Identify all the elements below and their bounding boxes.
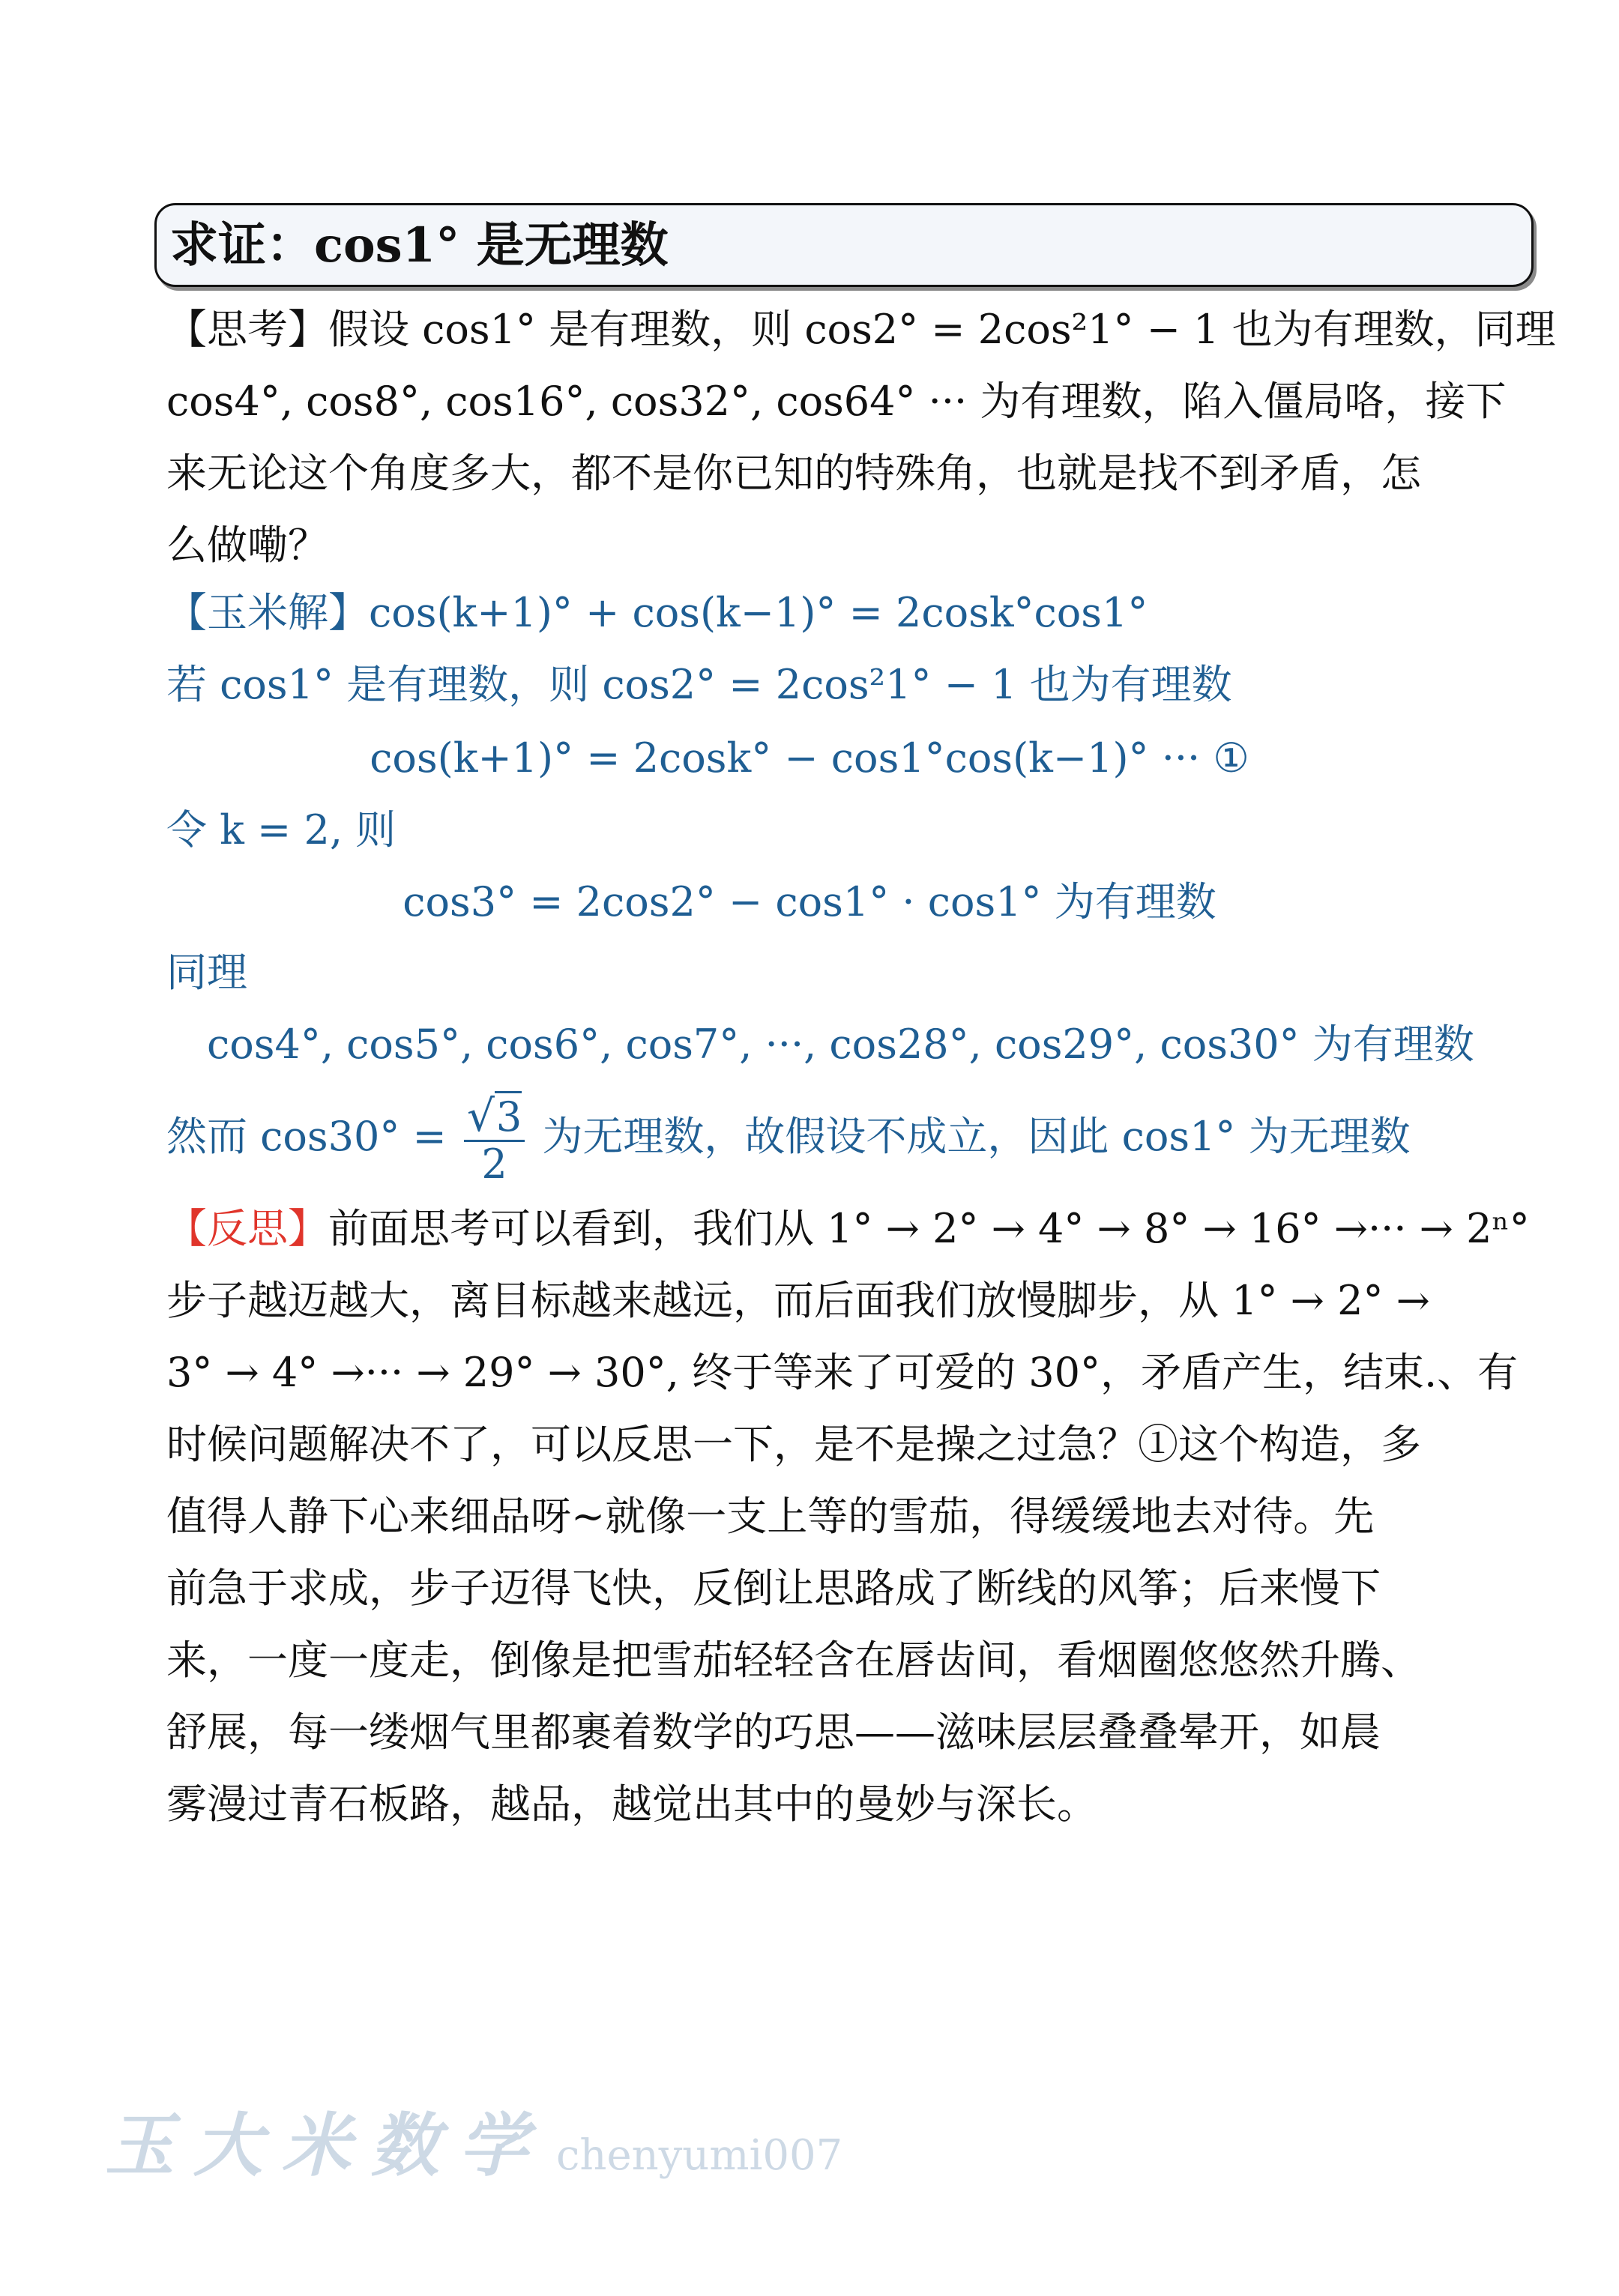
solution-tag: 【玉米解】 (166, 589, 369, 636)
fraction-denominator: 2 (481, 1140, 507, 1188)
page-title: 求证：cos1° 是无理数 (170, 217, 669, 274)
solution-text-6-post: 为无理数，故假设不成立，因此 cos1° 为无理数 (542, 1113, 1411, 1160)
reflect-line-4: 时候问题解决不了，可以反思一下，是不是操之过急？①这个构造，多 (166, 1421, 1421, 1468)
think-text-1: 假设 cos1° 是有理数，则 cos2° = 2cos²1° − 1 也为有理数，同理 (328, 306, 1556, 353)
watermark-handle: chenyumi007 (556, 2131, 843, 2180)
think-line-3: 来无论这个角度多大，都不是你已知的特殊角，也就是找不到矛盾，怎 (166, 450, 1421, 497)
reflect-line-2: 步子越迈越大，离目标越来越远，而后面我们放慢脚步，从 1° → 2° → (166, 1277, 1430, 1324)
solution-equation-1: cos(k+1)° = 2cosk° − cos1°cos(k−1)° ··· ① (370, 734, 1249, 782)
solution-line-6 (166, 1088, 1411, 1187)
solution-line-3: 令 k = 2, 则 (166, 806, 397, 854)
reflect-line-8: 舒展，每一缕烟气里都裹着数学的巧思——滋味层层叠叠晕开，如晨 (166, 1709, 1381, 1756)
sqrt-radicand: 3 (495, 1091, 522, 1141)
reflect-line-1 (166, 1203, 1530, 1255)
reflect-line-5: 值得人静下心来细品呀~就像一支上等的雪茄，得缓缓地去对待。先 (166, 1493, 1375, 1540)
sqrt-icon: √ (466, 1090, 495, 1141)
think-line-2: cos4°, cos8°, cos16°, cos32°, cos64° ··· 为有理数，陷入僵局咯，接下 (166, 378, 1507, 425)
reflect-line-9: 雾漫过青石板路，越品，越觉出其中的曼妙与深长。 (166, 1780, 1097, 1828)
solution-equation-2: cos3° = 2cos2° − cos1° · cos1° 为有理数 (403, 878, 1216, 925)
solution-text-6-pre: 然而 cos30° = (166, 1113, 447, 1160)
sqrt3-over-2-fraction (464, 1090, 525, 1188)
reflect-text-1: 前面思考可以看到，我们从 1° → 2° → 4° → 8° → 16° →··· → 2ⁿ° (328, 1205, 1530, 1252)
think-line-4: 么做嘞？ (166, 522, 328, 569)
think-line-1 (166, 303, 1556, 356)
solution-text-1: cos(k+1)° + cos(k−1)° = 2cosk°cos1° (369, 589, 1148, 636)
reflect-line-3: 3° → 4° →··· → 29° → 30°, 终于等来了可爱的 30°，矛盾产生，结束.、有 (166, 1349, 1519, 1396)
fraction-numerator (464, 1090, 525, 1142)
solution-line-4: 同理 (166, 949, 247, 996)
solution-line-1 (166, 587, 1148, 639)
solution-line-5: cos4°, cos5°, cos6°, cos7°, ···, cos28°, cos29°, cos30° 为有理数 (207, 1021, 1474, 1068)
watermark (105, 2091, 842, 2190)
reflect-line-7: 来，一度一度走，倒像是把雪茄轻轻含在唇齿间，看烟圈悠悠然升腾、 (166, 1637, 1421, 1684)
watermark-brand: 玉大米数学 (105, 2105, 548, 2186)
think-tag: 【思考】 (166, 306, 328, 353)
solution-line-2: 若 cos1° 是有理数，则 cos2° = 2cos²1° − 1 也为有理数 (166, 661, 1232, 708)
reflect-tag: 【反思】 (166, 1205, 328, 1252)
title-box (154, 203, 1534, 287)
reflect-line-6: 前急于求成，步子迈得飞快，反倒让思路成了断线的风筝；后来慢下 (166, 1565, 1381, 1612)
